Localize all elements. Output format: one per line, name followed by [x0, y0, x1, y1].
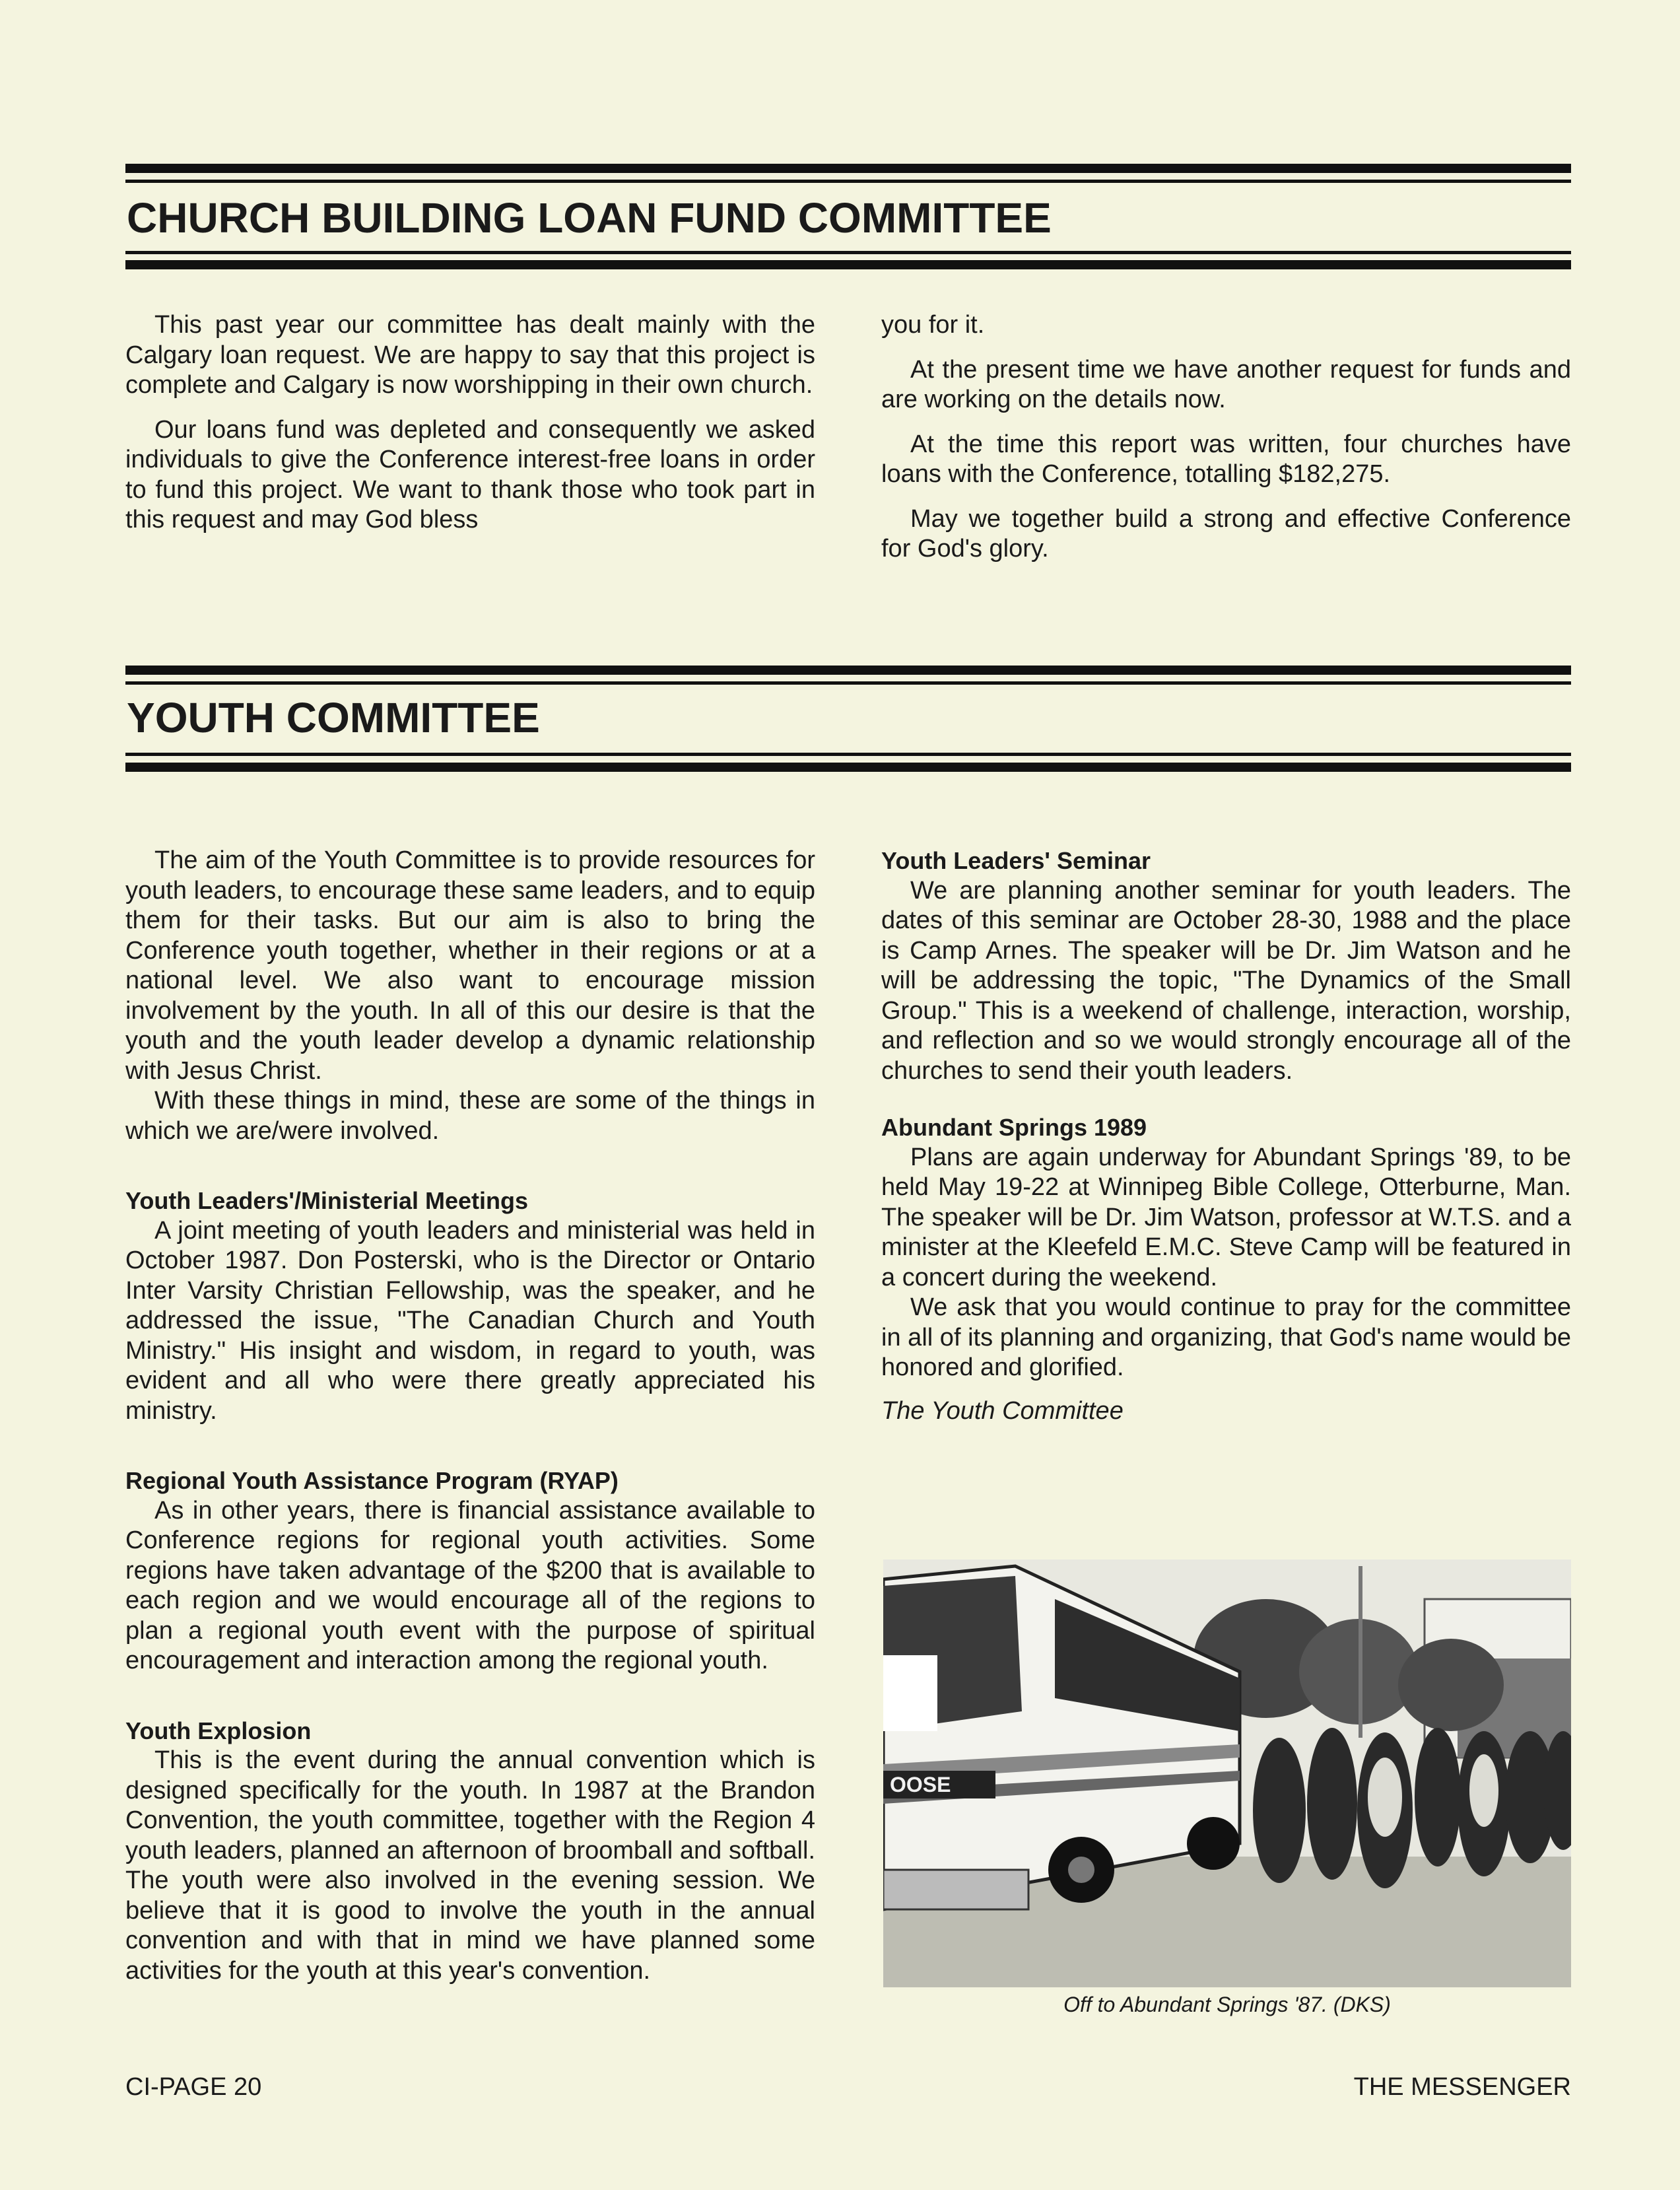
paragraph: Plans are again underway for Abundant Springs '89, to be held May 19-22 at Winnipeg Bible College, Otterburne, Man. The speaker will be Dr. Jim Watson, professor at W.T.S. and a minister at the Kleefeld E.M.C. Steve Camp will be featured in a concert during the weekend. — [881, 1143, 1571, 1291]
paragraph: A joint meeting of youth leaders and ministerial was held in October 1987. Don Posterski, who is the Director or Ontario Inter Varsity Christian Fellowship, was the speaker, and he addressed the issue, "The Canadian Church and Youth Ministry." His insight and wisdom, in regard to youth, was evident and all who were there greatly appreciated his ministry. — [125, 1216, 815, 1425]
paragraph: Our loans fund was depleted and consequently we asked individuals to give the Conference interest-free loans in order to fund this project. We want to thank those who took part in this request and may God bless — [125, 415, 815, 533]
paragraph: As in other years, there is financial assistance available to Conference regions for regional youth activities. Some regions have taken advantage of the $200 that is available to each region and we would encourage all of the regions to plan a regional youth event with the purpose of spiritual encouragement and interaction among the regional youth. — [125, 1496, 815, 1674]
page-number: CI-PAGE 20 — [125, 2073, 262, 2101]
paragraph: We are planning another seminar for youth leaders. The dates of this seminar are October 28-30, 1988 and the place is Camp Arnes. The speaker will be Dr. Jim Watson and he will be addressing the topic, "The Dynamics of the Small Group." This is a weekend of challenge, interaction, worship, and reflection and so we would strongly encourage all of the churches to send their youth leaders. — [881, 876, 1571, 1085]
header-rule-bottom-thin — [125, 753, 1571, 756]
subheading-abundant-springs: Abundant Springs 1989 — [881, 1114, 1147, 1141]
section-title-youth: YOUTH COMMITTEE — [127, 694, 540, 741]
header-rule-top-thin — [125, 681, 1571, 685]
header-rule-bottom-thin — [125, 251, 1571, 254]
paragraph: We ask that you would continue to pray for the committee in all of its planning and organizing, that God's name would be honored and glorified. — [881, 1293, 1571, 1381]
bus-photo — [883, 1559, 1571, 1987]
paragraph: With these things in mind, these are some of the things in which we are/were involved. — [125, 1087, 815, 1145]
subheading-seminar: Youth Leaders' Seminar — [881, 847, 1151, 874]
youth-left-column — [125, 846, 815, 1986]
bus-photo-illustration — [883, 1559, 1571, 1987]
subheading-meetings: Youth Leaders'/Ministerial Meetings — [125, 1187, 529, 1214]
paragraph: The aim of the Youth Committee is to provide resources for youth leaders, to encourage these same leaders, and to equip them for their tasks. But our aim is also to bring the Conference youth together, whether in their regions or at a national level. We also want to encourage mission involvement by the youth. In all of this our desire is that the youth and the youth leader develop a dynamic relationship with Jesus Christ. — [125, 846, 815, 1085]
loan-fund-left-column — [125, 310, 815, 535]
paragraph: you for it. — [881, 311, 985, 339]
photo-caption: Off to Abundant Springs '87. (DKS) — [1063, 1993, 1391, 2016]
paragraph: May we together build a strong and effective Conference for God's glory. — [881, 504, 1571, 563]
header-rule-top — [125, 666, 1571, 675]
paragraph: At the time this report was written, four churches have loans with the Conference, totalling $182,275. — [881, 430, 1571, 488]
section-title-loan-fund: CHURCH BUILDING LOAN FUND COMMITTEE — [127, 194, 1052, 242]
paragraph: This is the event during the annual convention which is designed specifically for the youth. In 1987 at the Brandon Convention, the youth committee, together with the Region 4 youth leaders, planned an afternoon of broomball and softball. The youth were also involved in the evening session. We believe that it is good to involve the youth in the annual convention and with that in mind we have planned some activities for the youth at this year's convention. — [125, 1746, 815, 1985]
signoff: The Youth Committee — [881, 1396, 1124, 1425]
youth-right-column — [881, 846, 1571, 1426]
paragraph: At the present time we have another request for funds and are working on the details now. — [881, 355, 1571, 413]
header-rule-top-thin — [125, 180, 1571, 183]
header-rule-bottom — [125, 763, 1571, 772]
header-rule-bottom — [125, 260, 1571, 269]
subheading-youth-explosion: Youth Explosion — [125, 1717, 312, 1744]
bus-plate-text: OOSE — [890, 1773, 951, 1796]
subheading-ryap: Regional Youth Assistance Program (RYAP) — [125, 1467, 619, 1494]
loan-fund-right-column — [881, 310, 1571, 565]
paragraph: This past year our committee has dealt mainly with the Calgary loan request. We are happy to say that this project is complete and Calgary is now worshipping in their own church. — [125, 311, 815, 399]
publication-name: THE MESSENGER — [1353, 2073, 1571, 2101]
header-rule-top — [125, 164, 1571, 173]
